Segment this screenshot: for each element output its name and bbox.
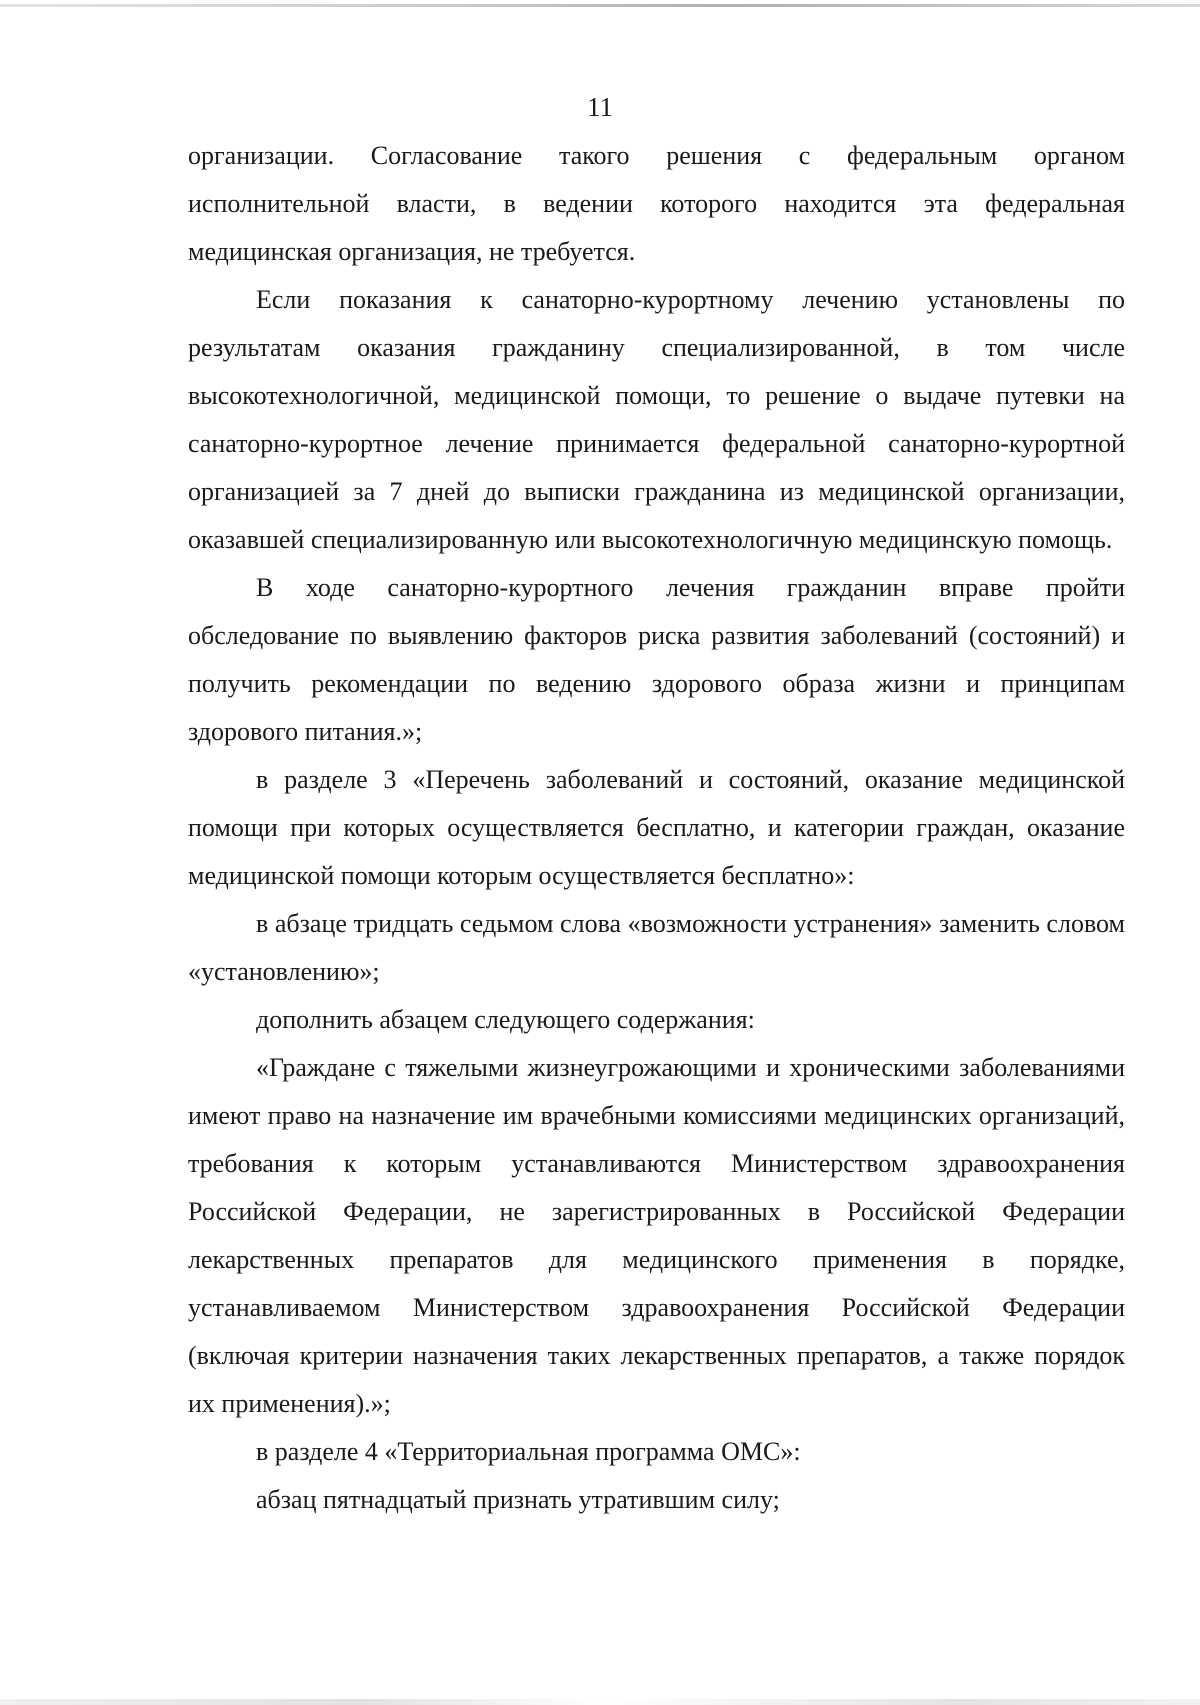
paragraph-amend-37: в абзаце тридцать седьмом слова «возможности устранения» заменить словом «установлению»; bbox=[188, 909, 1125, 986]
page-number: 11 bbox=[587, 92, 613, 122]
document-body bbox=[188, 132, 1125, 1524]
paragraph-repeal-15: абзац пятнадцатый признать утратившим силу; bbox=[256, 1485, 780, 1514]
paragraph-continuation: организации. Согласование такого решения с федеральным органом исполнительной власти, в ведении которого находится эта федеральная медицинская организация, не требуется. bbox=[188, 141, 1125, 266]
scan-edge-top bbox=[0, 4, 1200, 7]
paragraph-new-clause: «Граждане с тяжелыми жизнеугрожающими и хроническими заболеваниями имеют право на назначение им врачебными комиссиями медицинских организаций, требования к которым устанавливаются Министерством здравоохранения Российской Федерации, не зарегистрированных в Российской Федерации лекарственных препаратов для медицинского применения в порядке, устанавливаемом Министерством здравоохранения Российской Федерации (включая критерии назначения таких лекарственных препаратов, а также порядок их применения).»; bbox=[188, 1053, 1125, 1418]
paragraph-sanatorium-indications: Если показания к санаторно-курортному лечению установлены по результатам оказания гражданину специализированной, в том числе высокотехнологичной, медицинской помощи, то решение о выдаче путевки на санаторно-курортное лечение принимается федеральной санаторно-курортной организацией за 7 дней до выписки гражданина из медицинской организации, оказавшей специализированную или высокотехнологичную медицинскую помощь. bbox=[188, 285, 1125, 554]
paragraph-section-3: в разделе 3 «Перечень заболеваний и состояний, оказание медицинской помощи при которых осуществляется бесплатно, и категории граждан, оказание медицинской помощи которым осуществляется бесплатно»: bbox=[188, 765, 1125, 890]
paragraph-sanatorium-examination: В ходе санаторно-курортного лечения гражданин вправе пройти обследование по выявлению факторов риска развития заболеваний (состояний) и получить рекомендации по ведению здорового образа жизни и принципам здорового питания.»; bbox=[188, 573, 1125, 746]
paragraph-add-clause: дополнить абзацем следующего содержания: bbox=[256, 1005, 755, 1034]
paragraph-section-4: в разделе 4 «Территориальная программа ОМС»: bbox=[256, 1437, 801, 1466]
scan-edge-bottom bbox=[0, 1699, 1200, 1705]
